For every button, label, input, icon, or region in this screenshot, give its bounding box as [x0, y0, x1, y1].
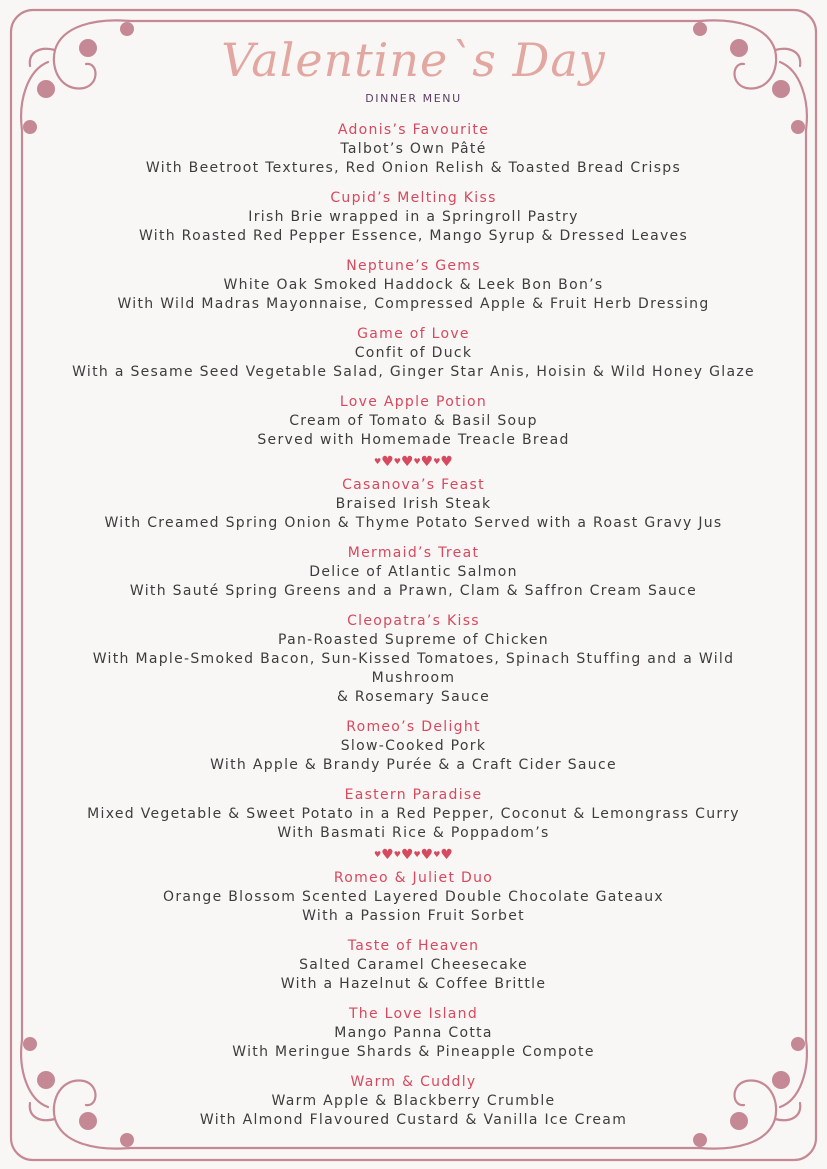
menu-course [50, 476, 777, 533]
course-description-line: Slow-Cooked Pork [340, 738, 487, 754]
course-description-line: Salted Caramel Cheesecake [299, 957, 528, 973]
course-description-line: Orange Blossom Scented Layered Double Chocolate Gateaux [163, 889, 664, 905]
course-name: The Love Island [348, 1006, 479, 1022]
menu-course [50, 1005, 777, 1062]
course-description-line: With a Passion Fruit Sorbet [302, 908, 525, 924]
course-description-line: With Basmati Rice & Poppadom’s [277, 825, 550, 841]
course-description-line: White Oak Smoked Haddock & Leek Bon Bon’s [223, 277, 604, 293]
course-description-line: With Roasted Red Pepper Essence, Mango Syrup & Dressed Leaves [138, 228, 689, 244]
course-description-line: With a Hazelnut & Coffee Brittle [280, 976, 547, 992]
course-description-line: Confit of Duck [354, 345, 473, 361]
course-description-line: Pan-Roasted Supreme of Chicken [278, 632, 549, 648]
heart-divider-icon: ♥♥♥♥♥♥♥♥ [374, 454, 453, 470]
menu-course [50, 718, 777, 775]
course-description-line: With Wild Madras Mayonnaise, Compressed Apple & Fruit Herb Dressing [117, 296, 710, 312]
course-name: Romeo & Juliet Duo [333, 870, 494, 886]
menu-course [50, 325, 777, 382]
menu-course [50, 189, 777, 246]
course-name: Eastern Paradise [344, 787, 483, 803]
course-description-line: With Almond Flavoured Custard & Vanilla Ice Cream [199, 1112, 628, 1128]
course-description-line: Served with Homemade Treacle Bread [257, 432, 570, 448]
menu-course [50, 257, 777, 314]
page-subtitle: DINNER MENU [365, 92, 462, 105]
course-description-line: With Apple & Brandy Purée & a Craft Cider Sauce [210, 757, 617, 773]
course-name: Casanova’s Feast [342, 477, 485, 493]
page-title: Valentine`s Day [221, 33, 606, 87]
heart-divider-icon: ♥♥♥♥♥♥♥♥ [374, 847, 453, 863]
course-name: Game of Love [357, 326, 470, 342]
course-name: Cleopatra’s Kiss [347, 613, 480, 629]
course-name: Taste of Heaven [347, 938, 480, 954]
course-description-line: Talbot’s Own Pâté [340, 141, 487, 157]
course-name: Adonis’s Favourite [337, 122, 490, 138]
course-description-line: With Sauté Spring Greens and a Prawn, Clam & Saffron Cream Sauce [129, 583, 698, 599]
course-description-line: Warm Apple & Blackberry Crumble [271, 1093, 556, 1109]
course-description-line: Braised Irish Steak [335, 496, 492, 512]
menu-list [50, 121, 777, 1141]
course-name: Mermaid’s Treat [347, 545, 480, 561]
course-name: Neptune’s Gems [346, 258, 481, 274]
course-description-line: Mango Panna Cotta [334, 1025, 493, 1041]
menu-course [50, 937, 777, 994]
menu-course [50, 1073, 777, 1130]
course-description-line: With Creamed Spring Onion & Thyme Potato Served with a Roast Gravy Jus [104, 515, 723, 531]
course-description-line: & Rosemary Sauce [336, 689, 491, 705]
course-description-line: Cream of Tomato & Basil Soup [289, 413, 538, 429]
course-description-line: With Meringue Shards & Pineapple Compote [232, 1044, 595, 1060]
menu-course [50, 121, 777, 178]
course-description-line: With Beetroot Textures, Red Onion Relish & Toasted Bread Crisps [145, 160, 682, 176]
course-name: Romeo’s Delight [346, 719, 481, 735]
course-description-line: Delice of Atlantic Salmon [309, 564, 518, 580]
menu-course [50, 612, 777, 707]
menu-course [50, 786, 777, 843]
course-description-line: Irish Brie wrapped in a Springroll Pastry [248, 209, 579, 225]
course-name: Love Apple Potion [339, 394, 488, 410]
course-description-line: With Maple-Smoked Bacon, Sun-Kissed Tomatoes, Spinach Stuffing and a Wild Mushroom [92, 651, 735, 686]
course-name: Warm & Cuddly [350, 1074, 477, 1090]
course-name: Cupid’s Melting Kiss [330, 190, 497, 206]
menu-course [50, 869, 777, 926]
menu-course [50, 393, 777, 450]
course-description-line: With a Sesame Seed Vegetable Salad, Ginger Star Anis, Hoisin & Wild Honey Glaze [72, 364, 755, 380]
menu-course [50, 544, 777, 601]
course-description-line: Mixed Vegetable & Sweet Potato in a Red Pepper, Coconut & Lemongrass Curry [87, 806, 740, 822]
